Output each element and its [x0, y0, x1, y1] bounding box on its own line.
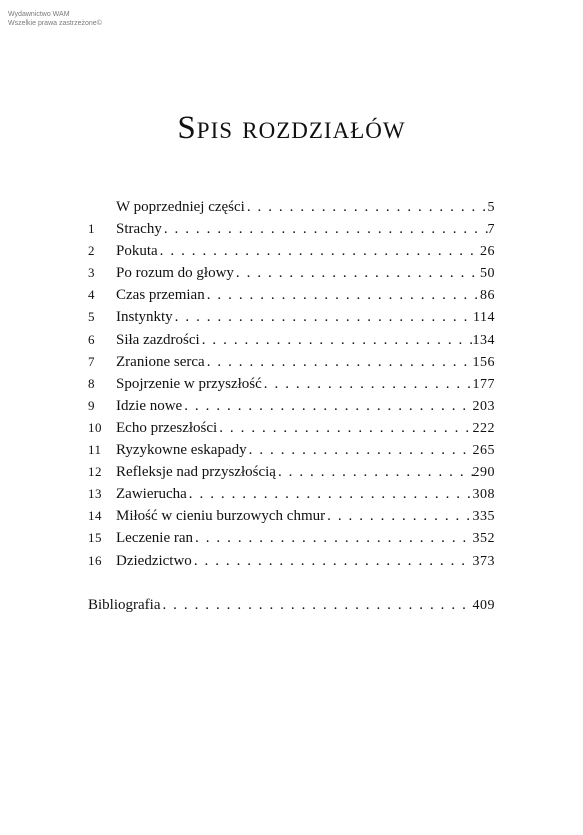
toc-entry-page: 308 [472, 487, 495, 503]
toc-entry-page: 5 [487, 200, 495, 215]
toc-leader-dots [187, 483, 473, 505]
toc-leader-dots [158, 240, 480, 262]
toc-entry-page: 50 [480, 266, 495, 282]
toc-leader-dots [200, 329, 473, 351]
toc-entry-page: 265 [472, 443, 495, 459]
toc-entry-chapter [88, 439, 495, 461]
toc-leader-dots [160, 594, 472, 616]
toc-entry-chapter [88, 527, 495, 549]
toc-entry-chapter [88, 505, 495, 527]
toc-leader-dots [192, 550, 473, 572]
toc-entry-number: 6 [88, 331, 95, 347]
toc-leader-dots [205, 284, 480, 306]
toc-entry-label: Echo przeszłości [116, 419, 218, 436]
toc-entry-chapter [88, 351, 495, 373]
publisher-note [8, 10, 102, 28]
toc-entry-page: 114 [473, 310, 495, 326]
toc-leader-dots [182, 395, 472, 417]
toc-entry-bibliography [88, 594, 495, 616]
toc-entry-chapter [88, 395, 495, 417]
toc-entry-intro [88, 196, 495, 218]
toc-entry-chapter [88, 262, 495, 284]
toc-leader-dots [262, 373, 473, 395]
toc-entry-label: Ryzykowne eskapady [116, 442, 247, 459]
toc-entry-page: 409 [472, 597, 495, 613]
toc-entry-page: 86 [480, 288, 495, 304]
toc-entry-label: Zawierucha [116, 486, 187, 503]
toc-entry-number: 9 [88, 397, 95, 413]
toc-entry-number: 2 [88, 243, 95, 259]
toc-leader-dots [205, 351, 473, 373]
toc-entry-page: 177 [472, 376, 495, 392]
toc-chapter-list [88, 218, 495, 572]
toc-entry-number: 1 [88, 221, 95, 237]
toc-entry-chapter [88, 306, 495, 328]
toc-entry-number: 11 [88, 442, 102, 458]
toc-leader-dots [276, 461, 473, 483]
toc-entry-number: 3 [88, 265, 95, 281]
toc-entry-label: Zranione serca [116, 353, 205, 370]
toc-entry-chapter [88, 417, 495, 439]
toc-leader-dots [193, 527, 472, 549]
toc-entry-page: 7 [487, 222, 495, 238]
toc-entry-chapter [88, 483, 495, 505]
toc-entry-chapter [88, 550, 495, 572]
toc-entry-label: Bibliografia [88, 596, 161, 613]
toc-entry-label: Instynkty [116, 309, 173, 326]
toc-leader-dots [245, 196, 488, 218]
toc-entry-chapter [88, 240, 495, 262]
toc-entry-number: 8 [88, 375, 95, 391]
toc-entry-page: 290 [472, 465, 495, 481]
toc-entry-chapter [88, 373, 495, 395]
toc-entry-page: 373 [472, 553, 495, 569]
toc-entry-label: Spojrzenie w przyszłość [116, 375, 262, 392]
toc-entry-number: 10 [88, 419, 102, 435]
toc-entry-page: 156 [472, 354, 495, 370]
toc-entry-label: Idzie nowe [116, 397, 183, 414]
toc-entry-label: W poprzedniej części [116, 199, 245, 215]
toc-entry-number: 15 [88, 530, 102, 546]
toc-leader-dots [217, 417, 472, 439]
toc-entry-number: 13 [88, 486, 102, 502]
toc-entry-label: Po rozum do głowy [116, 265, 234, 282]
toc-entry-number: 16 [88, 552, 102, 568]
toc-entry-label: Strachy [116, 221, 162, 238]
toc-entry-page: 26 [480, 244, 495, 260]
toc-entry-label: Pokuta [116, 243, 158, 260]
toc-entry-chapter [88, 218, 495, 240]
toc-entry-chapter [88, 461, 495, 483]
toc-entry-number: 14 [88, 508, 102, 524]
toc-spacer [88, 572, 495, 594]
toc-entry-number: 4 [88, 287, 95, 303]
toc-entry-label: Refleksje nad przyszłością [116, 464, 276, 481]
toc-entry-number: 5 [88, 309, 95, 325]
toc-leader-dots [325, 505, 472, 527]
toc-entry-label: Dziedzictwo [116, 552, 192, 569]
toc-entry-number: 7 [88, 353, 95, 369]
toc-entry-label: Siła zazdrości [116, 331, 200, 348]
publisher-name: Wydawnictwo WAM [8, 11, 70, 18]
toc-entry-label: Leczenie ran [116, 530, 194, 547]
toc-leader-dots [234, 262, 480, 284]
toc-entry-chapter [88, 329, 495, 351]
toc-entry-page: 352 [472, 531, 495, 547]
toc-entry-page: 134 [472, 332, 495, 348]
toc-leader-dots [247, 439, 473, 461]
toc-entry-page: 335 [472, 509, 495, 525]
toc-leader-dots [173, 306, 473, 328]
toc-entry-page: 203 [472, 398, 495, 414]
copyright-notice: Wszelkie prawa zastrzeżone© [8, 20, 102, 27]
toc-entry-label: Czas przemian [116, 287, 205, 304]
toc-leader-dots [162, 218, 488, 240]
table-of-contents [88, 196, 495, 616]
toc-entry-number: 12 [88, 464, 102, 480]
toc-entry-label: Miłość w cieniu burzowych chmur [116, 508, 326, 525]
toc-entry-chapter [88, 284, 495, 306]
page-title: Spis rozdziałów [177, 110, 406, 146]
toc-entry-page: 222 [472, 420, 495, 436]
